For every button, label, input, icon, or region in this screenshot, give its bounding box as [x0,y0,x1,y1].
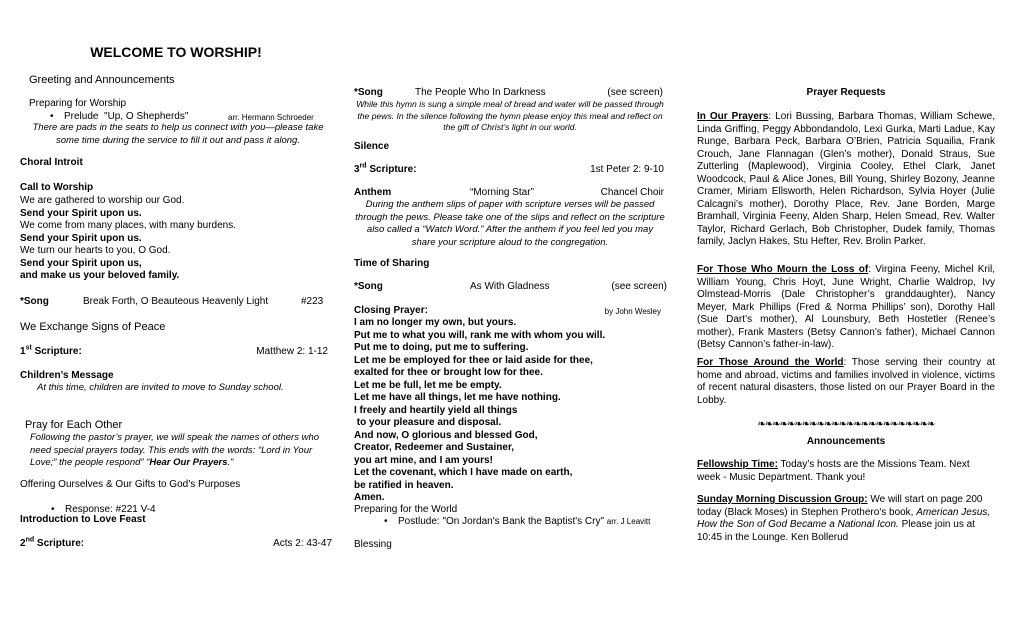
prayer-line: Let the covenant, which I have made on earth, [354,467,573,478]
prayer-line: Amen. [354,492,385,503]
prayer-line: Let me be employed for thee or laid aside for thee, [354,354,593,366]
discussion-paragraph: Sunday Morning Discussion Group: We will start on page 200 today (Black Moses) in Stephen Prothero's book, American Jesus, How the Son of God Became a National Icon. Please join us at 10:45 in the Lounge. Ken Bollerud [697,494,991,543]
litany-line-leader: We come from many places, with many burdens. [20,220,237,231]
page-title: WELCOME TO WORSHIP! [90,44,262,60]
song-title: Break Forth, O Beauteous Heavenly Light [83,296,269,307]
time-of-sharing-heading: Time of Sharing [354,258,430,269]
our-prayers-paragraph: In Our Prayers: Lori Bussing, Barbara Thomas, William Schewe, Linda Griffing, Peggy Abbondandolo, Lexi Gurka, Marti Ladue, Kay Runge, Barbara Peck, Barbara O’Brien, Patricia Squailia, Frank Crouch, Jane Flannagan (Glen’s mother), Donald Straus, Sue Zutterling (Maplewood), Virginia Cooley, Ethel Clark, Janet Woodcock, Paul & Alice Jones, Bill Young, Shirley Bozony, Jeanne Cramer, Miriam Ellsworth, Helen Richardson, Sylvia Hoyer (Julie Calcagni’s mother), Dorothy Place, Rev. Jane Borden, Marge Bramhall, Virginia Feeny, Alden Sharp, Helen Smead, Rev. Walter Taylor, Richard Gerlach, Bob Christopher, Dudek family, Thomas family, Jaclyn Hakes, Stu Hefter, Rev. Brolin Parker. [697,111,995,247]
closing-prayer-heading: Closing Prayer: [354,305,428,316]
scripture-2-reference: Acts 2: 43-47 [273,538,332,549]
song-1-row [20,296,332,309]
discussion-book-title: American Jesus, How the Son of God Became a National Icon. [697,506,991,530]
song-number: #223 [301,296,324,307]
pray-response-bold: Hear Our Prayers [149,457,228,468]
postlude-arranger: arr. J Leavitt [606,517,651,526]
world-label: For Those Around the World [697,357,844,368]
closing-prayer-author: by John Wesley [604,307,661,316]
column-order-of-worship-1 [20,0,332,549]
prelude-arranger: arr. Hermann Schroeder [228,113,314,122]
anthem-choir: Chancel Choir [600,187,664,198]
scripture-1-label: 1st Scripture: [20,344,82,357]
pads-note: There are pads in the seats to help us connect with you—please take some time during the service to fill it out and pass it along. [32,122,324,146]
prayer-line: Creator, Redeemer and Sustainer, [354,442,515,453]
song-title: As With Gladness [470,281,550,292]
litany-line-response: Send your Spirit upon us. [20,207,142,219]
litany-line-response: and make us your beloved family. [20,270,180,281]
litany-line-leader: We are gathered to worship our God. [20,195,185,206]
preparing-for-world-heading: Preparing for the World [354,504,458,515]
prayer-line: Put me to doing, put me to suffering. [354,342,529,353]
mourn-label: For Those Who Mourn the Loss of [697,264,869,275]
song-2-row [354,87,663,100]
prayer-line: Let me be full, let me be empty. [354,379,502,391]
prayer-line: I freely and heartily yield all things [354,404,518,416]
scripture-2-label: 2nd Scripture: [20,536,85,549]
anthem-title: “Morning Star” [470,187,534,198]
call-to-worship-heading: Call to Worship [20,182,94,193]
song-label: *Song [354,281,383,292]
announcements-heading: Announcements [806,436,886,447]
offering-heading: Offering Ourselves & Our Gifts to God’s Purposes [20,479,241,490]
song-title: The People Who In Darkness [415,87,546,98]
scripture-3-label: 3rd Scripture: [354,162,417,175]
blessing-heading: Blessing [354,539,392,550]
scripture-1-row [20,346,328,359]
postlude-item [354,516,710,529]
response-item: • Response: #221 V-4 [21,504,333,517]
anthem-row [354,187,664,200]
prayer-line: you art mine, and I am yours! [354,454,493,466]
prelude-title: "Up, O Shepherds" [104,111,189,122]
fellowship-paragraph: Fellowship Time: Today’s hosts are the Missions Team. Next week - Music Department. Thank you! [697,459,970,483]
pray-note: Following the pastor’s prayer, we will speak the names of others who need special prayers today. This ends with the words: “Lord in Your Love;” the people respond” “Hear Our Prayers.” [30,432,320,468]
song-3-row [354,281,667,294]
mourn-paragraph: For Those Who Mourn the Loss of: Virgina Feeny, Michel Kril, William Young, Chris Hoyt, June Wright, Charlie Waldrop, Ivy Olmstead-Morris (Dale Christopher’s granddaughter), Nancy Meyer, Mark Phillips (Fred & Norma Phillips’ son), Dorothy Hall (Sue Dart’s mother), Al Lounsbury, Beth Hostetler (Renee’s mother), Frank Masters (Betsy Cannon’s father), Michael Cannon (Betsy Cannon’s father-in-law). [697,264,995,350]
closing-prayer-text [354,317,666,505]
prayer-line: exalted for thee or brought low for thee. [354,367,543,378]
song-2-note: While this hymn is sung a simple meal of bread and water will be passed through the pews. In the silence following the hymn please enjoy this meal and reflect on the gift of Christ’s light in our world. [356,99,664,132]
greeting-heading: Greeting and Announcements [29,74,175,86]
song-screen-note: (see screen) [611,281,667,292]
silence-heading: Silence [354,141,390,152]
postlude-text: Postlude: "On Jordan's Bank the Baptist's Cry" [398,516,605,527]
closing-prayer-row [354,305,661,318]
discussion-label: Sunday Morning Discussion Group: [697,494,868,505]
fellowship-label: Fellowship Time: [697,459,778,470]
litany-line-leader: We turn our hearts to you, O God. [20,245,171,256]
floral-divider: ❧❧❧❧❧❧❧❧❧❧❧❧❧❧❧❧❧❧❧❧❧❧❧❧ [757,419,935,430]
scripture-3-row [354,164,664,177]
prayer-line: to your pleasure and disposal. [354,417,502,428]
preparing-heading: Preparing for Worship [29,98,127,109]
scripture-1-reference: Matthew 2: 1-12 [256,346,328,357]
prayer-line: I am no longer my own, but yours. [354,317,517,328]
peace-heading: We Exchange Signs of Peace [20,321,166,333]
prayer-line: And now, O glorious and blessed God, [354,429,538,441]
love-feast-heading: Introduction to Love Feast [20,514,146,525]
prayer-line: be ratified in heaven. [354,479,454,491]
song-screen-note: (see screen) [607,87,663,98]
anthem-note: During the anthem slips of paper with scripture verses will be passed through the pews. Please take one of the slips and reflect on the scripture also called a “Watch Word.” After the anthem if you feel led you may share your scripture aloud to the congregation. [355,199,665,248]
song-label: *Song [354,87,383,98]
prayer-line: Put me to what you will, rank me with whom you will. [354,329,606,341]
prelude-label: Prelude [64,111,99,122]
anthem-label: Anthem [354,187,392,198]
our-prayers-label: In Our Prayers [697,111,769,122]
litany-line-response: Send your Spirit upon us. [20,232,142,244]
column-order-of-worship-2 [354,0,667,550]
scripture-2-row [20,538,332,551]
world-paragraph: For Those Around the World: Those serving their country at home and abroad, victims and families involved in violence, victims of recent natural disasters, those listed on our Prayer Board in the Lobby. [697,357,995,406]
prayer-requests-heading: Prayer Requests [806,87,886,98]
pray-for-each-other-heading: Pray for Each Other [25,419,123,431]
song-label: *Song [20,296,49,307]
scripture-3-reference: 1st Peter 2: 9-10 [590,164,664,175]
litany-line-response: Send your Spirit upon us, [20,257,142,269]
choral-introit: Choral Introit [20,157,83,168]
prayer-line: Let me have all things, let me have nothing. [354,392,561,403]
call-to-worship-litany [20,195,332,283]
childrens-message-note: At this time, children are invited to move to Sunday school. [37,382,284,393]
childrens-message-heading: Children’s Message [20,370,114,381]
